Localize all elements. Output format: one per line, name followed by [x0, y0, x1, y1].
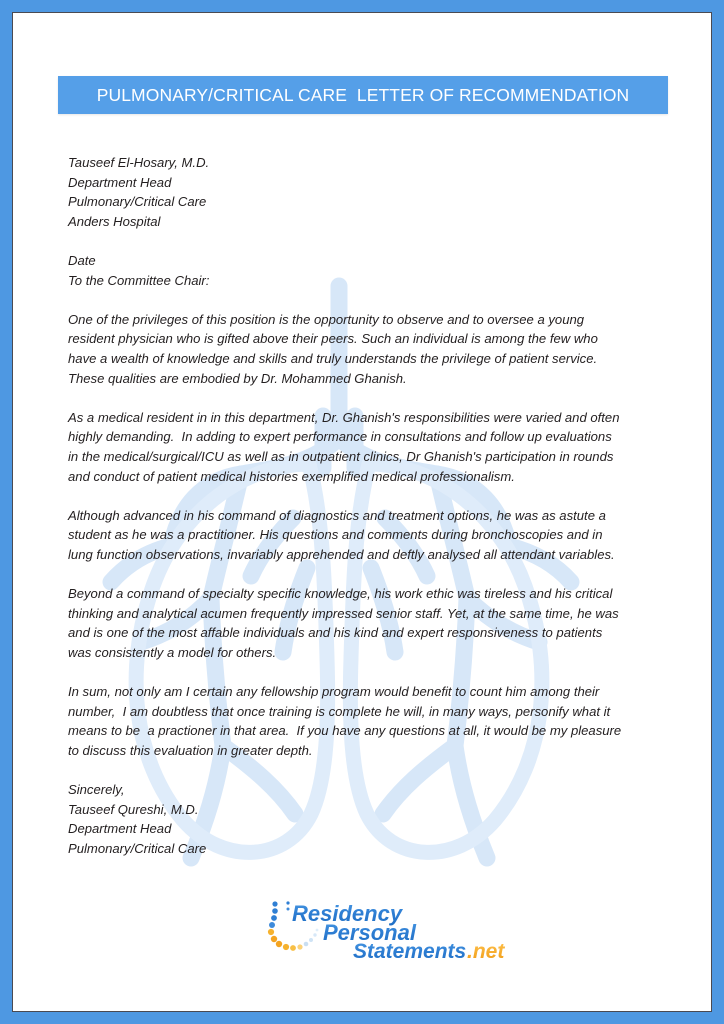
sender-line: Tauseef El-Hosary, M.D.	[68, 155, 210, 170]
paragraph-line: As a medical resident in in this department, Dr. Ghanish's responsibilities were varied and often	[68, 409, 620, 425]
paragraph-line: means to be a practioner in that area. If you have any questions at all, it would be my pleasure	[68, 723, 622, 739]
logo-tld-net: .net	[467, 940, 505, 961]
paragraph-line: was consistently a model for others.	[68, 644, 277, 660]
document-header-banner	[58, 76, 668, 114]
closing-signature-block	[68, 780, 676, 858]
sender-line: Department Head	[68, 174, 172, 190]
letter-paragraph-4	[68, 584, 676, 662]
page-title: PULMONARY/CRITICAL CARE LETTER OF RECOMMENDATION	[96, 84, 630, 105]
sender-line: Pulmonary/Critical Care	[68, 194, 207, 210]
paragraph-line: Beyond a command of specialty specific knowledge, his work ethic was tireless and his critical	[68, 586, 613, 602]
letter-body	[68, 153, 676, 858]
paragraph-line: highly demanding. In adding to expert performance in consultations and follow up evaluations	[68, 429, 612, 445]
signer-department: Pulmonary/Critical Care	[68, 840, 207, 856]
paragraph-line: Although advanced in his command of diagnostics and treatment options, he was as astute a	[68, 507, 606, 523]
paragraph-line: have a wealth of knowledge and skills and truly understands the privilege of patient service.	[68, 350, 598, 366]
paragraph-line: in the medical/surgical/ICU as well as in outpatient clinics, Dr Ghanish's participation in rounds	[68, 448, 614, 464]
paragraph-line: resident physician who is gifted above their peers. Such an individual is among the few who	[68, 331, 598, 347]
paragraph-line: In sum, not only am I certain any fellowship program would benefit to count him among their	[68, 684, 600, 700]
signer-title: Department Head	[68, 821, 172, 837]
paragraph-line: lung function observations, invariably apprehended and deftly analysed all attendant variables.	[68, 546, 615, 562]
paragraph-line: and is one of the most affable individuals and his kind and expert responsiveness to patients	[68, 625, 603, 641]
paragraph-line: number, I am doubtless that once training is complete he will, in many ways, personify what it	[68, 703, 611, 719]
logo-word-personal: Personal	[323, 920, 416, 945]
paragraph-line: These qualities are embodied by Dr. Mohammed Ghanish.	[68, 370, 407, 386]
logo-word-residency: Residency	[292, 901, 403, 926]
sender-address-block	[68, 153, 676, 231]
residency-personal-statements-logo[interactable]	[265, 899, 510, 961]
letter-paragraph-3	[68, 506, 676, 565]
letter-paragraph-2	[68, 408, 676, 486]
paragraph-line: student as he was a practitioner. His questions and comments during bronchoscopies and in	[68, 527, 603, 543]
paragraph-line: thinking and analytical acumen frequently impressed senior staff. Yet, at the same time, he was	[68, 605, 619, 621]
paragraph-line: and conduct of patient medical histories exemplified medical professionalism.	[68, 468, 515, 484]
logo-word-statements: Statements	[353, 940, 467, 961]
sender-line: Anders Hospital	[68, 213, 161, 229]
date-line: Date	[68, 252, 96, 268]
letter-paragraph-5	[68, 682, 676, 760]
closing-line: Sincerely,	[68, 782, 125, 797]
document-page	[12, 12, 712, 1012]
paragraph-line: One of the privileges of this position is the opportunity to observe and to oversee a young	[68, 311, 585, 327]
paragraph-line: to discuss this evaluation in greater depth.	[68, 742, 313, 758]
letter-paragraph-1	[68, 310, 676, 388]
salutation-line: To the Committee Chair:	[68, 272, 210, 288]
date-salutation-block	[68, 251, 676, 290]
signer-name: Tauseef Qureshi, M.D.	[68, 801, 199, 817]
